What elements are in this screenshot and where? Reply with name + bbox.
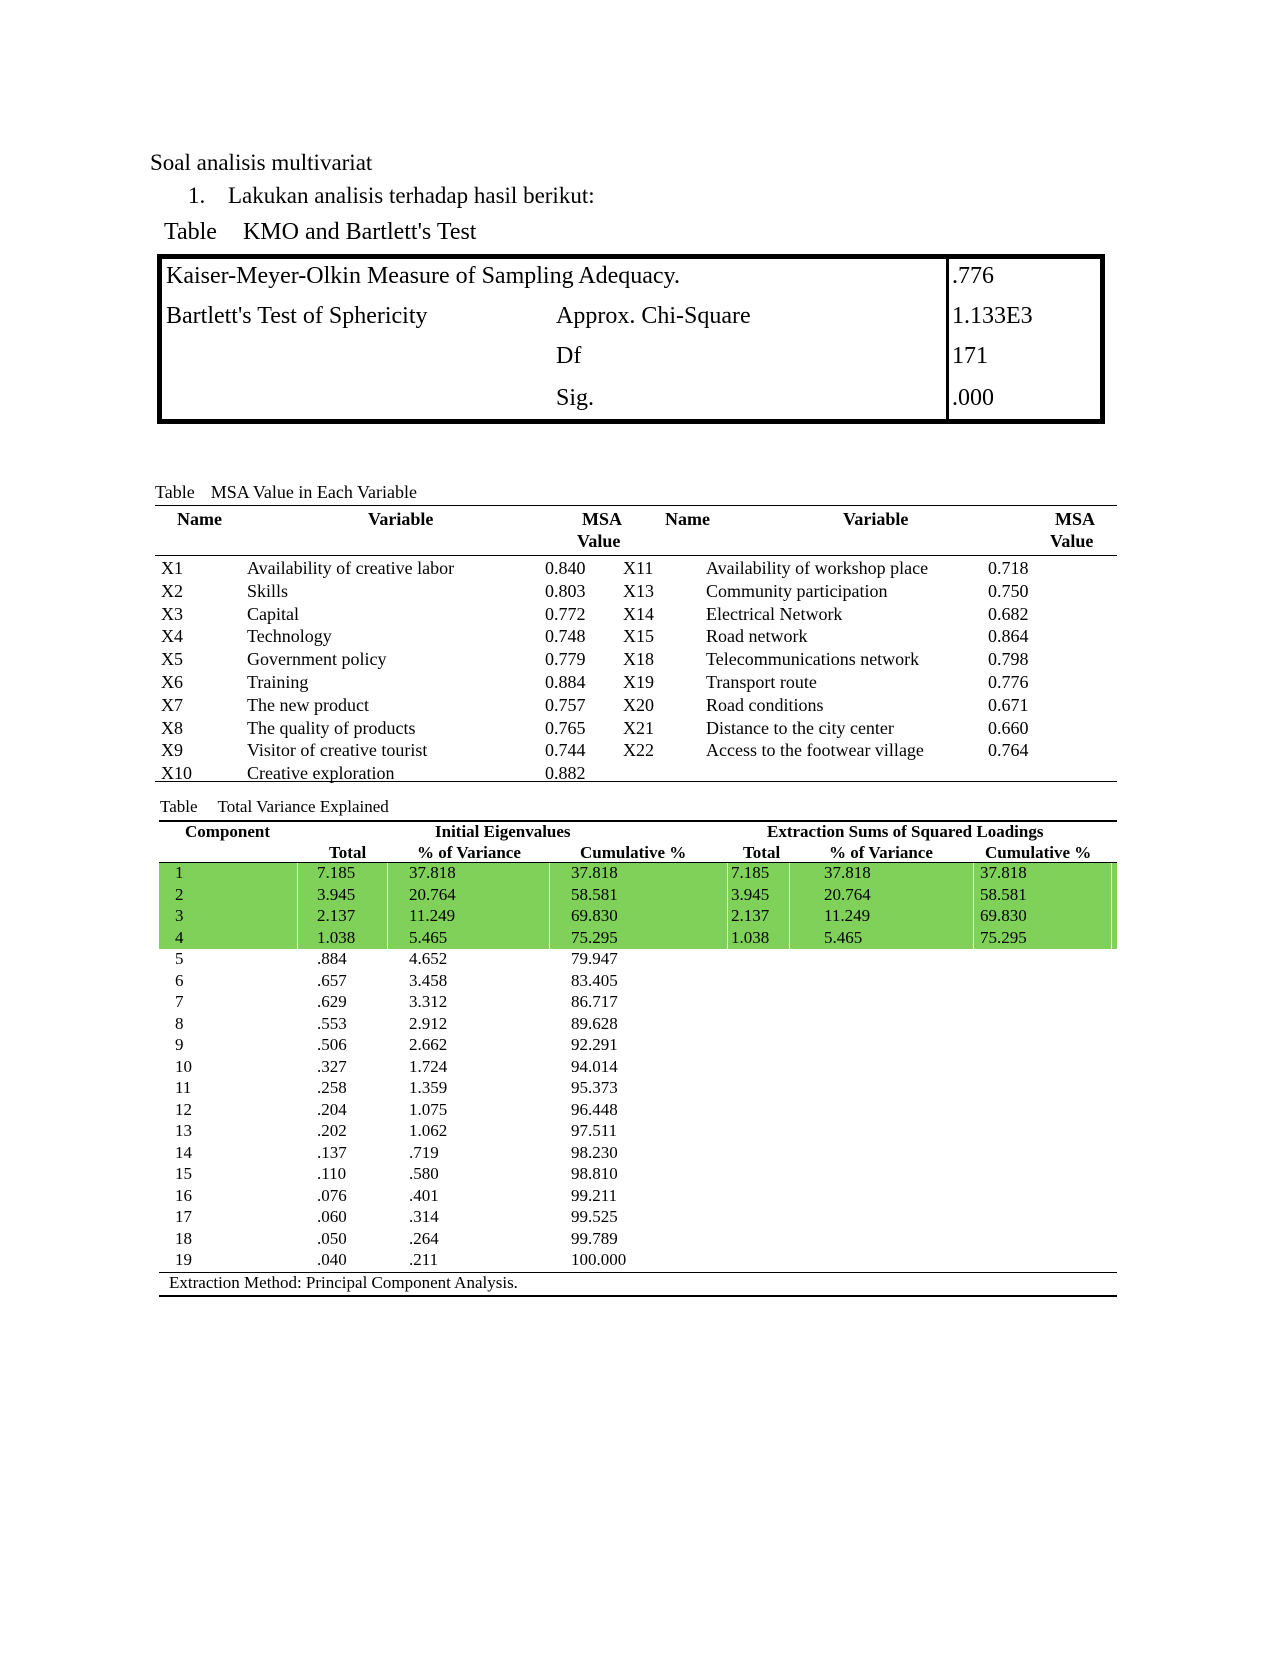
variance-total: .258 (317, 1078, 347, 1097)
variance-c: 15 (175, 1164, 192, 1183)
msa-header-rule (155, 555, 1117, 556)
variance-pct: 2.912 (409, 1013, 448, 1033)
msa-name: X18 (623, 649, 654, 670)
msa-name: X1 (161, 558, 183, 578)
variance-e-pct: 37.818 (824, 863, 871, 882)
msa-variable: The new product (247, 694, 369, 715)
variance-e-cum: 75.295 (980, 927, 1027, 947)
variance-row (159, 863, 1117, 885)
msa-variable: Availability of workshop place (706, 558, 929, 578)
msa-variable: Skills (247, 580, 289, 601)
variance-cum: 86.717 (571, 992, 618, 1011)
variance-row (159, 971, 1117, 993)
msa-value: 0.765 (545, 717, 586, 738)
kmo-table-divider (946, 259, 949, 419)
variance-pct: 1.359 (409, 1078, 448, 1097)
msa-name: X21 (623, 717, 654, 738)
variance-row (159, 1078, 1117, 1100)
msa-value: 0.682 (988, 603, 1029, 624)
variance-pct: 37.818 (409, 863, 456, 882)
variance-c: 3 (175, 906, 184, 925)
variance-c: 8 (175, 1013, 184, 1033)
variance-total: .629 (317, 992, 347, 1011)
msa-name: X22 (623, 740, 654, 761)
variance-c: 11 (175, 1078, 192, 1097)
variance-e-cum: 37.818 (980, 863, 1027, 882)
variance-pct: 3.312 (409, 992, 448, 1011)
msa-row (155, 649, 1117, 672)
variance-c: 1 (175, 863, 184, 882)
kmo-caption-prefix: Table (164, 219, 217, 245)
header-cumulative: Cumulative % (580, 843, 687, 862)
msa-value: 0.882 (545, 763, 586, 784)
variance-row (159, 1014, 1117, 1036)
header-extraction-cumulative: Cumulative % (985, 843, 1092, 862)
msa-row (155, 740, 1117, 763)
msa-row (155, 558, 1117, 581)
msa-header-value-right: Value (1050, 531, 1094, 551)
msa-value: 0.798 (988, 649, 1029, 670)
variance-total: 1.038 (317, 927, 356, 947)
header-pct-variance: % of Variance (417, 843, 521, 862)
msa-variable: Technology (247, 626, 332, 647)
msa-name: X15 (623, 626, 654, 647)
variance-total: .202 (317, 1121, 347, 1140)
msa-name: X7 (161, 694, 183, 715)
msa-name: X6 (161, 672, 183, 692)
msa-value: 0.744 (545, 740, 586, 761)
msa-bottom-rule (155, 781, 1117, 782)
variance-total: .884 (317, 949, 347, 968)
variance-cum: 69.830 (571, 906, 618, 925)
variance-pct: .264 (409, 1228, 439, 1248)
msa-row (155, 581, 1117, 604)
variance-c: 19 (175, 1250, 192, 1269)
msa-name: X14 (623, 603, 654, 624)
msa-value: 0.748 (545, 626, 586, 647)
msa-name: X8 (161, 717, 183, 738)
variance-caption-title: Total Variance Explained (217, 797, 389, 816)
msa-name: X19 (623, 672, 654, 692)
variance-row (159, 1143, 1117, 1165)
variance-cum: 58.581 (571, 884, 618, 904)
variance-c: 16 (175, 1185, 192, 1205)
msa-value: 0.776 (988, 672, 1029, 692)
variance-pct: 20.764 (409, 884, 456, 904)
variance-cum: 99.211 (571, 1185, 618, 1205)
variance-e-pct: 5.465 (824, 927, 863, 947)
msa-value: 0.671 (988, 694, 1029, 715)
msa-variable: Electrical Network (706, 603, 843, 624)
variance-e-total: 2.137 (731, 906, 770, 925)
variance-pct: .719 (409, 1142, 439, 1162)
variance-pct: 4.652 (409, 949, 448, 968)
kmo-label: Kaiser-Meyer-Olkin Measure of Sampling Adequacy. (166, 263, 680, 289)
msa-value: 0.764 (988, 740, 1029, 761)
msa-header-name-right: Name (665, 509, 710, 529)
kmo-caption-title: KMO and Bartlett's Test (242, 219, 477, 245)
extraction-footnote: Extraction Method: Principal Component Analysis. (169, 1273, 518, 1292)
variance-e-cum: 69.830 (980, 906, 1027, 925)
variance-row (159, 1207, 1117, 1229)
variance-cum: 75.295 (571, 927, 618, 947)
msa-name: X20 (623, 694, 654, 715)
variance-cum: 98.230 (571, 1142, 618, 1162)
bartlett-label: Bartlett's Test of Sphericity (166, 303, 428, 329)
msa-top-rule (155, 505, 1117, 506)
variance-cum: 97.511 (571, 1121, 618, 1140)
variance-row (159, 1186, 1117, 1208)
msa-name: X3 (161, 603, 183, 624)
variance-c: 7 (175, 992, 184, 1011)
variance-row (159, 1121, 1117, 1143)
msa-row (155, 626, 1117, 649)
msa-header-variable-right: Variable (843, 509, 909, 529)
variance-total: .040 (317, 1250, 347, 1269)
kmo-value: .776 (952, 263, 994, 289)
msa-value: 0.779 (545, 649, 586, 670)
variance-pct: 11.249 (409, 906, 456, 925)
sig-label: Sig. (556, 385, 595, 411)
variance-row (159, 949, 1117, 971)
variance-pct: 2.662 (409, 1035, 448, 1054)
chi-square-value: 1.133E3 (952, 303, 1033, 329)
msa-header-value: Value (577, 531, 621, 551)
msa-name: X2 (161, 580, 183, 601)
msa-value: 0.803 (545, 580, 586, 601)
variance-row (159, 1057, 1117, 1079)
msa-row (155, 604, 1117, 627)
msa-variable: Creative exploration (247, 763, 395, 784)
msa-variable: Availability of creative labor (247, 558, 455, 578)
variance-table-caption (160, 797, 389, 817)
msa-variable: Capital (247, 603, 299, 624)
variance-cum: 79.947 (571, 949, 618, 968)
header-component: Component (185, 822, 271, 841)
msa-variable: Government policy (247, 649, 387, 670)
variance-total: .110 (317, 1164, 347, 1183)
sig-value: .000 (952, 385, 994, 411)
variance-pct: .401 (409, 1185, 439, 1205)
msa-row (155, 763, 1117, 786)
variance-pct: .211 (409, 1250, 439, 1269)
variance-c: 2 (175, 884, 184, 904)
variance-total: .657 (317, 970, 347, 990)
msa-variable: Transport route (706, 672, 817, 692)
variance-e-total: 7.185 (731, 863, 770, 882)
variance-pct: 1.075 (409, 1099, 448, 1119)
variance-c: 18 (175, 1228, 192, 1248)
variance-c: 4 (175, 927, 184, 947)
msa-variable: Access to the footwear village (706, 740, 924, 761)
msa-name: X13 (623, 580, 654, 601)
variance-c: 6 (175, 970, 184, 990)
msa-caption-title: MSA Value in Each Variable (210, 482, 418, 502)
variance-row (159, 1100, 1117, 1122)
variance-e-total: 3.945 (731, 884, 770, 904)
variance-cum: 99.525 (571, 1207, 618, 1226)
msa-table-caption (155, 482, 417, 503)
variance-c: 5 (175, 949, 184, 968)
variance-pct: 1.062 (409, 1121, 448, 1140)
variance-e-cum: 58.581 (980, 884, 1027, 904)
msa-name: X11 (623, 558, 654, 578)
variance-cum: 83.405 (571, 970, 618, 990)
header-extraction: Extraction Sums of Squared Loadings (767, 822, 1044, 841)
variance-total: 3.945 (317, 884, 356, 904)
variance-row (159, 1035, 1117, 1057)
msa-row (155, 672, 1117, 695)
variance-total: .076 (317, 1185, 347, 1205)
msa-value: 0.757 (545, 694, 586, 715)
variance-pct: 1.724 (409, 1056, 448, 1076)
msa-variable: Community participation (706, 580, 888, 601)
msa-value: 0.660 (988, 717, 1029, 738)
variance-pct: 3.458 (409, 970, 448, 990)
variance-cum: 37.818 (571, 863, 618, 882)
msa-row (155, 695, 1117, 718)
variance-total: .553 (317, 1013, 347, 1033)
variance-pct: .580 (409, 1164, 439, 1183)
variance-total: .204 (317, 1099, 347, 1119)
variance-total: .060 (317, 1207, 347, 1226)
msa-value: 0.772 (545, 603, 586, 624)
variance-c: 13 (175, 1121, 192, 1140)
variance-c: 10 (175, 1056, 192, 1076)
header-total: Total (329, 843, 367, 862)
msa-variable: Road conditions (706, 694, 824, 715)
variance-cum: 92.291 (571, 1035, 618, 1054)
msa-header-variable: Variable (368, 509, 434, 529)
variance-e-total: 1.038 (731, 927, 770, 947)
variance-cum: 96.448 (571, 1099, 618, 1119)
kmo-bartlett-table (157, 254, 1105, 424)
variance-total: .506 (317, 1035, 347, 1054)
variance-c: 14 (175, 1142, 192, 1162)
df-value: 171 (952, 343, 988, 369)
variance-bottom-rule (159, 1295, 1117, 1297)
variance-cum: 89.628 (571, 1013, 618, 1033)
msa-name: X10 (161, 763, 192, 784)
msa-name: X9 (161, 740, 183, 761)
variance-row (159, 992, 1117, 1014)
msa-variable: The quality of products (247, 717, 416, 738)
header-extraction-pct: % of Variance (829, 843, 933, 862)
question-item (188, 183, 595, 209)
variance-row (159, 885, 1117, 907)
header-initial-eigenvalues: Initial Eigenvalues (435, 822, 571, 841)
msa-row (155, 718, 1117, 741)
variance-e-pct: 20.764 (824, 884, 871, 904)
msa-value: 0.750 (988, 580, 1029, 601)
msa-name: X5 (161, 649, 183, 670)
msa-variable: Visitor of creative tourist (247, 740, 428, 761)
question-text: Lakukan analisis terhadap hasil berikut: (228, 183, 595, 208)
variance-c: 9 (175, 1035, 184, 1054)
variance-caption-prefix: Table (160, 797, 198, 816)
variance-total: 7.185 (317, 863, 356, 882)
msa-value: 0.884 (545, 672, 586, 692)
msa-value: 0.840 (545, 558, 586, 578)
variance-row (159, 1250, 1117, 1272)
variance-pct: 5.465 (409, 927, 448, 947)
msa-value: 0.864 (988, 626, 1029, 647)
header-extraction-total: Total (743, 843, 781, 862)
variance-c: 17 (175, 1207, 192, 1226)
variance-row (159, 928, 1117, 950)
variance-row (159, 1229, 1117, 1251)
question-number: 1. (188, 183, 206, 208)
msa-header-msa-right: MSA (1055, 509, 1095, 529)
msa-value: 0.718 (988, 558, 1029, 578)
msa-header-msa: MSA (582, 509, 622, 529)
df-label: Df (556, 343, 582, 369)
variance-total: .137 (317, 1142, 347, 1162)
msa-variable: Distance to the city center (706, 717, 894, 738)
msa-caption-prefix: Table (155, 482, 195, 502)
variance-total: .327 (317, 1056, 347, 1076)
variance-row (159, 906, 1117, 928)
variance-c: 12 (175, 1099, 192, 1119)
msa-variable: Telecommunications network (706, 649, 920, 670)
variance-cum: 100.000 (571, 1250, 627, 1269)
variance-cum: 94.014 (571, 1056, 618, 1076)
variance-row (159, 1164, 1117, 1186)
chi-square-label: Approx. Chi-Square (556, 303, 751, 329)
msa-variable: Road network (706, 626, 808, 647)
kmo-table-caption (164, 219, 476, 246)
msa-header-name: Name (177, 509, 222, 529)
msa-name: X4 (161, 626, 183, 647)
variance-cum: 95.373 (571, 1078, 618, 1097)
variance-cum: 99.789 (571, 1228, 618, 1248)
variance-e-pct: 11.249 (824, 906, 871, 925)
msa-variable: Training (247, 672, 309, 692)
variance-cum: 98.810 (571, 1164, 618, 1183)
variance-pct: .314 (409, 1207, 439, 1226)
variance-total: .050 (317, 1228, 347, 1248)
variance-total: 2.137 (317, 906, 356, 925)
document-title: Soal analisis multivariat (150, 150, 373, 175)
